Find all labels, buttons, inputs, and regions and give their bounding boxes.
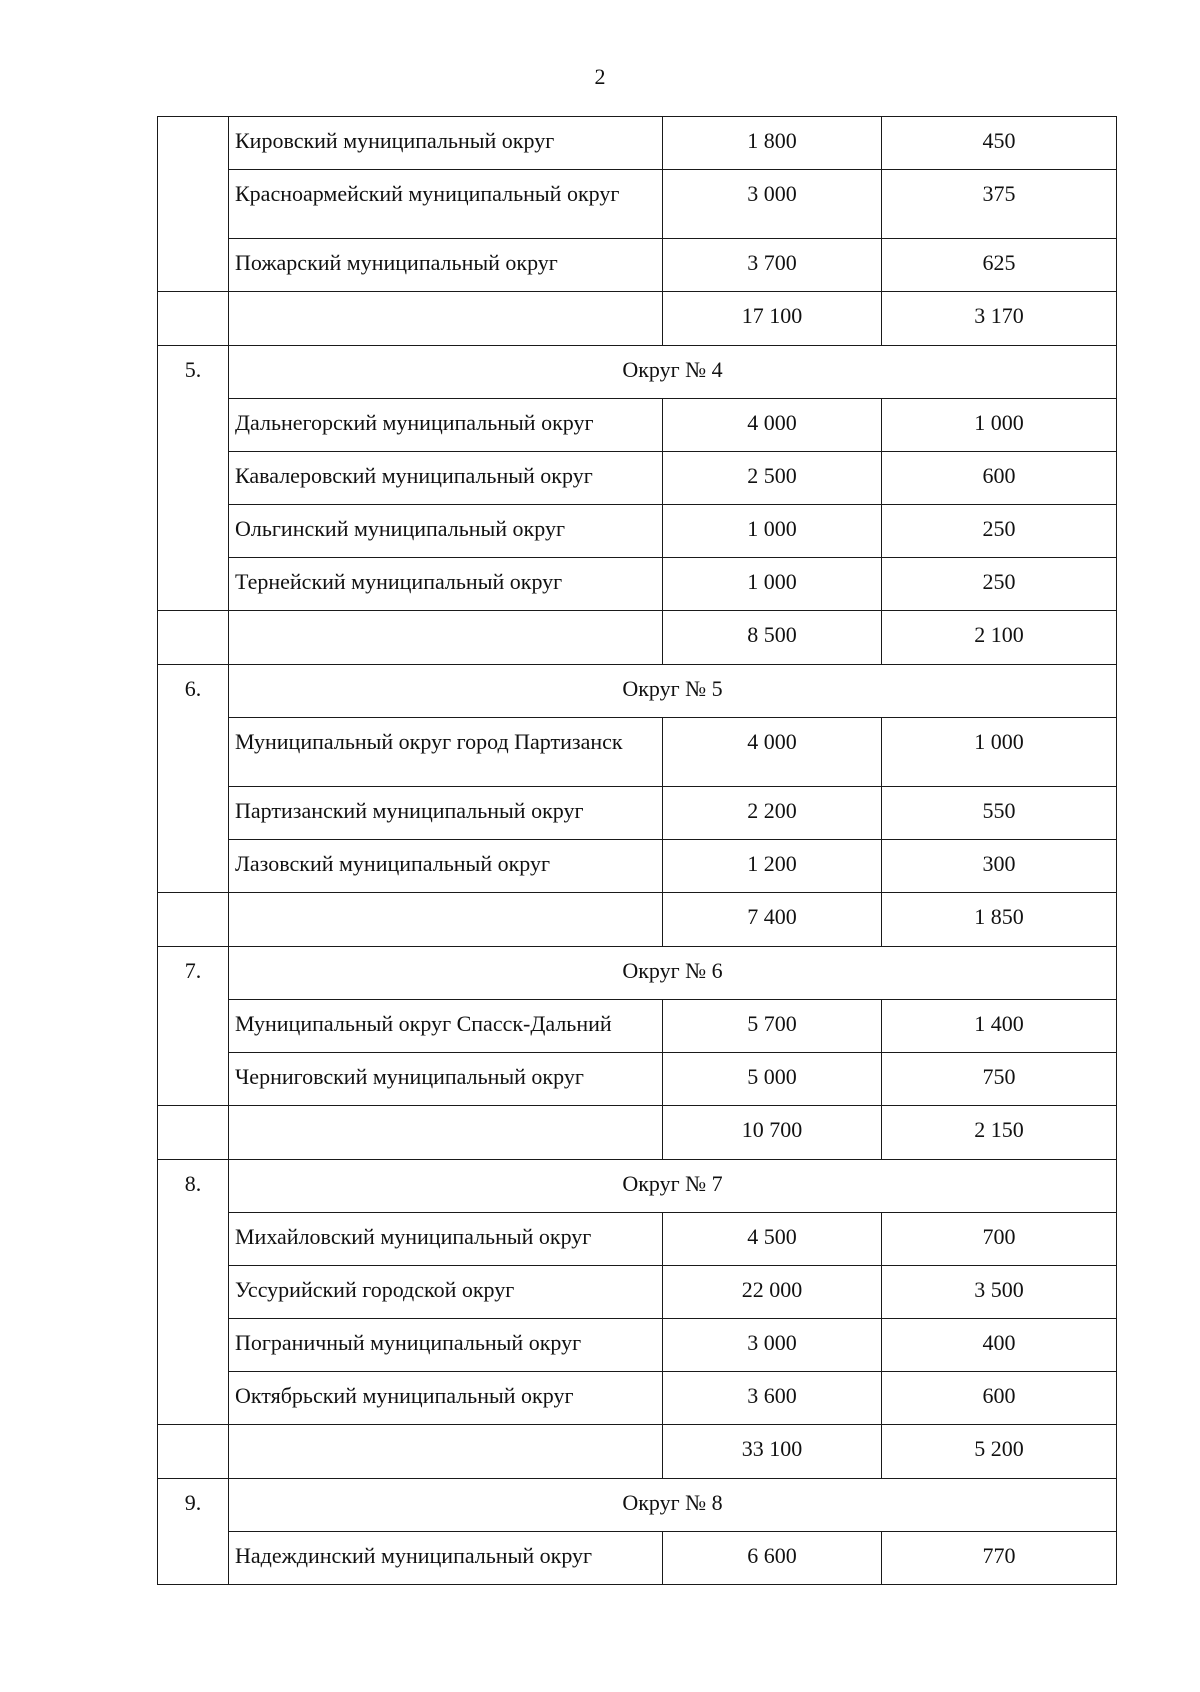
empty-cell	[158, 611, 229, 665]
municipality-name: Уссурийский городской округ	[229, 1266, 663, 1319]
value-col1: 22 000	[663, 1266, 882, 1319]
value-col1: 5 000	[663, 1053, 882, 1106]
table-row	[158, 1053, 1117, 1106]
total-col2: 5 200	[882, 1425, 1117, 1479]
municipality-name: Красноармейский муниципальный округ	[229, 170, 663, 239]
municipality-name: Кавалеровский муниципальный округ	[229, 452, 663, 505]
value-col1: 1 000	[663, 505, 882, 558]
district-header-row	[158, 1160, 1117, 1213]
page-number: 2	[594, 64, 606, 89]
table-row	[158, 170, 1117, 239]
value-col2: 770	[882, 1532, 1117, 1585]
table-row	[158, 1532, 1117, 1585]
row-number: 8.	[158, 1160, 229, 1425]
value-col1: 3 700	[663, 239, 882, 292]
empty-cell	[158, 292, 229, 346]
district-header: Округ № 8	[229, 1479, 1117, 1532]
table-row	[158, 787, 1117, 840]
value-col1: 4 500	[663, 1213, 882, 1266]
row-number: 9.	[158, 1479, 229, 1585]
municipality-name: Дальнегорский муниципальный округ	[229, 399, 663, 452]
row-number: 5.	[158, 346, 229, 611]
municipality-name: Пограничный муниципальный округ	[229, 1319, 663, 1372]
value-col2: 600	[882, 452, 1117, 505]
empty-cell	[158, 1425, 229, 1479]
total-col2: 3 170	[882, 292, 1117, 346]
empty-cell	[158, 893, 229, 947]
total-col1: 8 500	[663, 611, 882, 665]
value-col1: 6 600	[663, 1532, 882, 1585]
table-row	[158, 718, 1117, 787]
value-col2: 1 400	[882, 1000, 1117, 1053]
table-row	[158, 840, 1117, 893]
district-header-row	[158, 346, 1117, 399]
district-header-row	[158, 665, 1117, 718]
value-col1: 2 200	[663, 787, 882, 840]
district-header: Округ № 6	[229, 947, 1117, 1000]
value-col1: 1 000	[663, 558, 882, 611]
municipality-name: Михайловский муниципальный округ	[229, 1213, 663, 1266]
value-col2: 1 000	[882, 718, 1117, 787]
total-row	[158, 1106, 1117, 1160]
municipality-name: Тернейский муниципальный округ	[229, 558, 663, 611]
row-number: 7.	[158, 947, 229, 1106]
municipality-name: Ольгинский муниципальный округ	[229, 505, 663, 558]
value-col2: 750	[882, 1053, 1117, 1106]
total-row	[158, 292, 1117, 346]
district-header-row	[158, 947, 1117, 1000]
total-col2: 2 150	[882, 1106, 1117, 1160]
value-col2: 550	[882, 787, 1117, 840]
total-row	[158, 893, 1117, 947]
table-row	[158, 1266, 1117, 1319]
table-row	[158, 117, 1117, 170]
total-row	[158, 611, 1117, 665]
value-col2: 700	[882, 1213, 1117, 1266]
table-row	[158, 505, 1117, 558]
value-col2: 450	[882, 117, 1117, 170]
value-col2: 300	[882, 840, 1117, 893]
district-header-row	[158, 1479, 1117, 1532]
value-col1: 2 500	[663, 452, 882, 505]
district-header: Округ № 7	[229, 1160, 1117, 1213]
total-col2: 2 100	[882, 611, 1117, 665]
empty-cell	[158, 1106, 229, 1160]
district-header: Округ № 4	[229, 346, 1117, 399]
municipality-name: Муниципальный округ Спасск-Дальний	[229, 1000, 663, 1053]
value-col1: 4 000	[663, 718, 882, 787]
municipality-name: Муниципальный округ город Партизанск	[229, 718, 663, 787]
value-col2: 625	[882, 239, 1117, 292]
value-col1: 1 200	[663, 840, 882, 893]
empty-cell	[229, 1425, 663, 1479]
table-row	[158, 558, 1117, 611]
table-row	[158, 1000, 1117, 1053]
total-col2: 1 850	[882, 893, 1117, 947]
value-col2: 375	[882, 170, 1117, 239]
empty-cell	[229, 611, 663, 665]
empty-cell	[229, 893, 663, 947]
value-col2: 250	[882, 558, 1117, 611]
municipality-name: Октябрьский муниципальный округ	[229, 1372, 663, 1425]
municipality-name: Партизанский муниципальный округ	[229, 787, 663, 840]
empty-cell	[229, 292, 663, 346]
total-col1: 17 100	[663, 292, 882, 346]
value-col2: 3 500	[882, 1266, 1117, 1319]
row-number-cell	[158, 117, 229, 292]
municipality-name: Черниговский муниципальный округ	[229, 1053, 663, 1106]
district-header: Округ № 5	[229, 665, 1117, 718]
total-col1: 33 100	[663, 1425, 882, 1479]
value-col2: 250	[882, 505, 1117, 558]
value-col1: 1 800	[663, 117, 882, 170]
value-col1: 3 000	[663, 170, 882, 239]
municipality-name: Кировский муниципальный округ	[229, 117, 663, 170]
row-number: 6.	[158, 665, 229, 893]
value-col1: 3 000	[663, 1319, 882, 1372]
value-col2: 400	[882, 1319, 1117, 1372]
allocation-table	[157, 116, 1117, 1585]
municipality-name: Надеждинский муниципальный округ	[229, 1532, 663, 1585]
table-row	[158, 452, 1117, 505]
value-col2: 1 000	[882, 399, 1117, 452]
table-row	[158, 399, 1117, 452]
municipality-name: Лазовский муниципальный округ	[229, 840, 663, 893]
empty-cell	[229, 1106, 663, 1160]
value-col1: 5 700	[663, 1000, 882, 1053]
municipality-name: Пожарский муниципальный округ	[229, 239, 663, 292]
table-row	[158, 239, 1117, 292]
value-col2: 600	[882, 1372, 1117, 1425]
table-row	[158, 1372, 1117, 1425]
table-row	[158, 1213, 1117, 1266]
value-col1: 4 000	[663, 399, 882, 452]
value-col1: 3 600	[663, 1372, 882, 1425]
total-col1: 10 700	[663, 1106, 882, 1160]
table-row	[158, 1319, 1117, 1372]
total-col1: 7 400	[663, 893, 882, 947]
total-row	[158, 1425, 1117, 1479]
